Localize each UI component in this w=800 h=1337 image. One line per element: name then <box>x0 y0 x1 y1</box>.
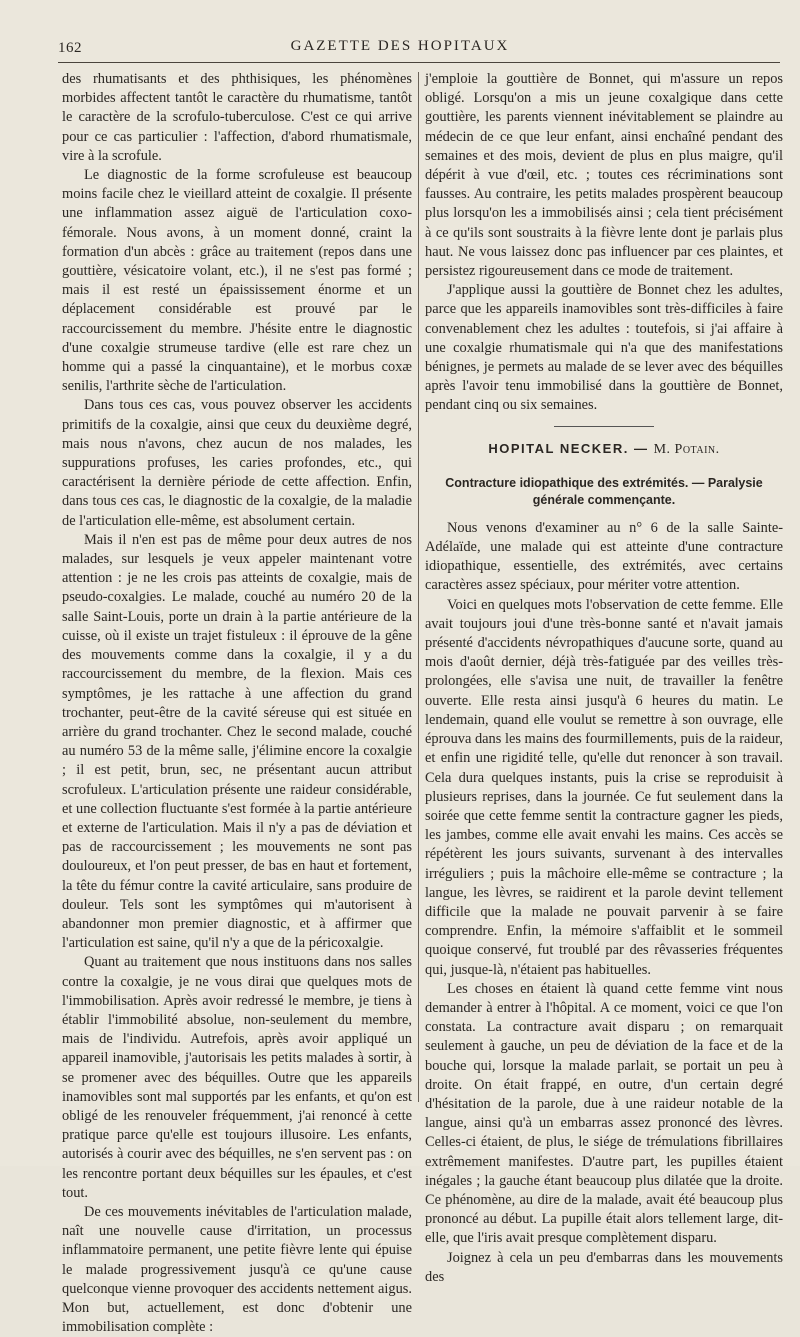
paragraph: Joignez à cela un peu d'embarras dans les mouvements des <box>425 1249 783 1285</box>
doctor-name: M. Potain. <box>653 441 720 457</box>
page-number: 162 <box>58 40 82 56</box>
paragraph: J'applique aussi la gouttière de Bonnet chez les adultes, parce que les appareils inamovibles sont très-difficiles à faire convenablement chez les adultes : toutefois, si j'ai affaire à une coxalgie rhumatismale qui n'a que des manifestations bénignes, je permets au malade de se lever avec des béquilles après l'avoir tenu immobilisé dans la gouttière de Bonnet, pendant cinq ou six semaines. <box>425 282 783 414</box>
article-subtitle: Contracture idiopathique des extrémités. — Paralysie générale commençante. <box>445 475 763 507</box>
paragraph: j'emploie la gouttière de Bonnet, qui m'assure un repos obligé. Lorsqu'on a mis un jeune coxalgique dans cette gouttière, les parents viennent inévitablement se plaindre au médecin de ce que leur enfant, ainsi enchaîné pendant des semaines et des mois, devient de plus en plus maigre, qu'il dépérit à vue d'œil, etc. ; toutes ces récriminations sont fausses. Au contraire, les petits malades prospèrent beaucoup plus lorsqu'on les a immobilisés ainsi ; cela tient précisément à ce qu'ils sont soustraits à la fièvre lente dont je parlais plus haut. Ne vous laissez donc pas influencer par ces plaintes, et persistez rigoureusement dans ce mode de traitement. <box>425 71 783 280</box>
hospital-name: HOPITAL NECKER. — <box>488 440 654 456</box>
paragraph: Nous venons d'examiner au n° 6 de la salle Sainte-Adélaïde, une malade qui est atteinte d'une contracture idiopathique, essentielle, des extrémités, avec certains caractères assez spéciaux, pour mériter votre attention. <box>425 519 783 594</box>
left-column <box>62 70 412 1337</box>
hospital-heading <box>425 439 783 459</box>
paragraph: Dans tous ces cas, vous pouvez observer les accidents primitifs de la coxalgie, ainsi que ceux du deuxième degré, mais nous n'avons, chez aucun de nos malades, les suppurations profuses, les caries profondes, etc., qui caractérisent la dernière période de cette affection. Enfin, dans tous ces cas, le diagnostic de la coxalgie, de la maladie de l'articulation elle-même, est absolument certain. <box>62 397 412 529</box>
section-separator <box>554 426 654 427</box>
page-header <box>0 0 800 62</box>
column-divider <box>418 72 419 1102</box>
paragraph: Le diagnostic de la forme scrofuleuse est beaucoup moins facile chez le vieillard atteint de coxalgie. Il présente une inflammation assez aiguë de l'articulation coxo-fémorale. Nous avons, à un moment donné, craint la formation d'un abcès : grâce au traitement (repos dans une gouttière, vésicatoire volant, etc.), il ne s'est pas formé ; mais il est resté un épaississement énorme et un déplacement considérable est prouvé par le raccourcissement du membre. J'hésite entre le diagnostic d'une coxalgie strumeuse tardive (elle est rare chez un homme qui a passé la cinquantaine), et le morbus coxæ senilis, l'arthrite sèche de l'articulation. <box>62 167 412 395</box>
journal-title: GAZETTE DES HOPITAUX <box>290 38 510 54</box>
right-column <box>425 70 783 1287</box>
header-rule <box>58 62 780 63</box>
paragraph: des rhumatisants et des phthisiques, les phénomènes morbides affectent tantôt le caractère du rhumatisme, tantôt le caractère de la scrofulo-tuberculose. C'est ce qui arrive pour ce cas particulier : l'affection, d'abord rhumatismale, vire à la scrofule. <box>62 71 412 164</box>
paragraph: De ces mouvements inévitables de l'articulation malade, naît une nouvelle cause d'irritation, un processus inflammatoire permanent, une petite fièvre lente qui épuise le malade progressivement jusqu'à ce qu'une cause quelconque vienne provoquer des accidents nettement aigus. Mon but, actuellement, est donc d'obtenir une immobilisation complète : <box>62 1203 412 1336</box>
paragraph: Mais il n'en est pas de même pour deux autres de nos malades, sur lesquels je veux appeler maintenant votre attention : je ne les crois pas atteints de coxalgie, mais de pseudo-coxalgies. Le malade, couché au numéro 20 de la salle Saint-Louis, porte un drain à la partie antérieure de la cuisse, où il existe un trajet fistuleux : il éprouve de la gêne des mouvements comme dans la coxalgie, il y a du raccourcissement du membre, de la flexion. Mais ces symptômes, je les rattache à une affection du grand trochanter, peut-être de la cavité séreuse qui est située en arrière du grand trochanter. Chez le second malade, couché au numéro 53 de la même salle, j'élimine encore la coxalgie ; il est petit, brun, sec, ne présentant aucun attribut scrofuleux. L'articulation présente une raideur considérable, et une collection fluctuante s'est formée à la partie antérieure et externe de l'articulation. Mais il n'y a pas de déviation et pas de raccourcissement ; les mouvements ne sont pas douloureux, et l'on peut presser, de bas en haut et fortement, la tête du fémur contre la cavité articulaire, sans produire de douleur. Tels sont les symptômes qui m'autorisent à abandonner mon premier diagnostic, et à affirmer que l'articulation est saine, qu'il n'y a que de la péricoxalgie. <box>62 531 412 952</box>
paragraph: Voici en quelques mots l'observation de cette femme. Elle avait toujours joui d'une très-bonne santé et n'avait jamais présenté d'accidents névropathiques d'aucune sorte, quand au mois d'août dernier, déjà très-fatiguée par des veilles très-prolongées, elle s'avisa une nuit, de travailler la fenêtre ouverte. Elle resta ainsi jusqu'à 6 heures du matin. Le lendemain, quand elle voulut se remettre à son ouvrage, elle éprouva dans les mains des fourmillements, puis de la raideur, et enfin une rigidité telle, qu'elle dut renoncer à son travail. Cela dura quelques instants, puis la crise se reproduisit à plusieurs reprises, dans la journée. Ce fut seulement dans la soirée que cette femme sentit la contracture gagner les pieds, les jambes, comme elle avait envahi les mains. Ces accès se répétèrent les jours suivants, survenant à des intervalles irréguliers ; puis la mâchoire elle-même se contracture ; la langue, les lèvres, se raidirent et la parole devint tellement difficile que la malade ne pouvait parvenir à se faire comprendre. Enfin, la mémoire s'affaiblit et le sommeil quoique conservé, fut troublé par des rêvasseries fréquentes qui, jusque-là, n'étaient pas habituelles. <box>425 596 783 978</box>
paragraph: Les choses en étaient là quand cette femme vint nous demander à entrer à l'hôpital. A ce moment, voici ce que l'on constata. La contracture avait disparu ; on remarquait seulement à gauche, un peu de déviation de la face et de la bouche qui, lorsque la malade parlait, se portait un peu à droite. On était frappé, en outre, d'un certain degré d'hésitation de la parole, due à une raideur notable de la langue, ainsi qu'à un embarras assez prononcé des lèvres. Celles-ci étaient, de plus, le siége de trémulations fibrillaires extrêmement manifestes. D'autre part, les pupilles étaient inégales ; la gauche étant beaucoup plus dilatée que la droite. Ce phénomène, au dire de la malade, avait été beaucoup plus prononcé au début. La pupille était alors tellement large, dit-elle, que l'iris avait presque complètement disparu. <box>425 980 783 1247</box>
paragraph: Quant au traitement que nous instituons dans nos salles contre la coxalgie, je ne vous dirai que quelques mots de l'immobilisation. Après avoir redressé le membre, je tiens à établir l'immobilité absolue, non-seulement du membre, mais de l'individu. Autrefois, après avoir appliqué un appareil inamovible, j'autorisais les petits malades à sortir, à se promener avec des béquilles. Outre que les appareils inamovibles sont mal supportés par les enfants, et qu'on est obligé de les renouveler fréquemment, j'ai renoncé à cette pratique parce qu'elle est toujours illusoire. Les enfants, autorisés à courir avec des béquilles, ne s'en servent pas : on les rencontre portant deux béquilles sur les épaules, et c'est tout. <box>62 954 412 1201</box>
